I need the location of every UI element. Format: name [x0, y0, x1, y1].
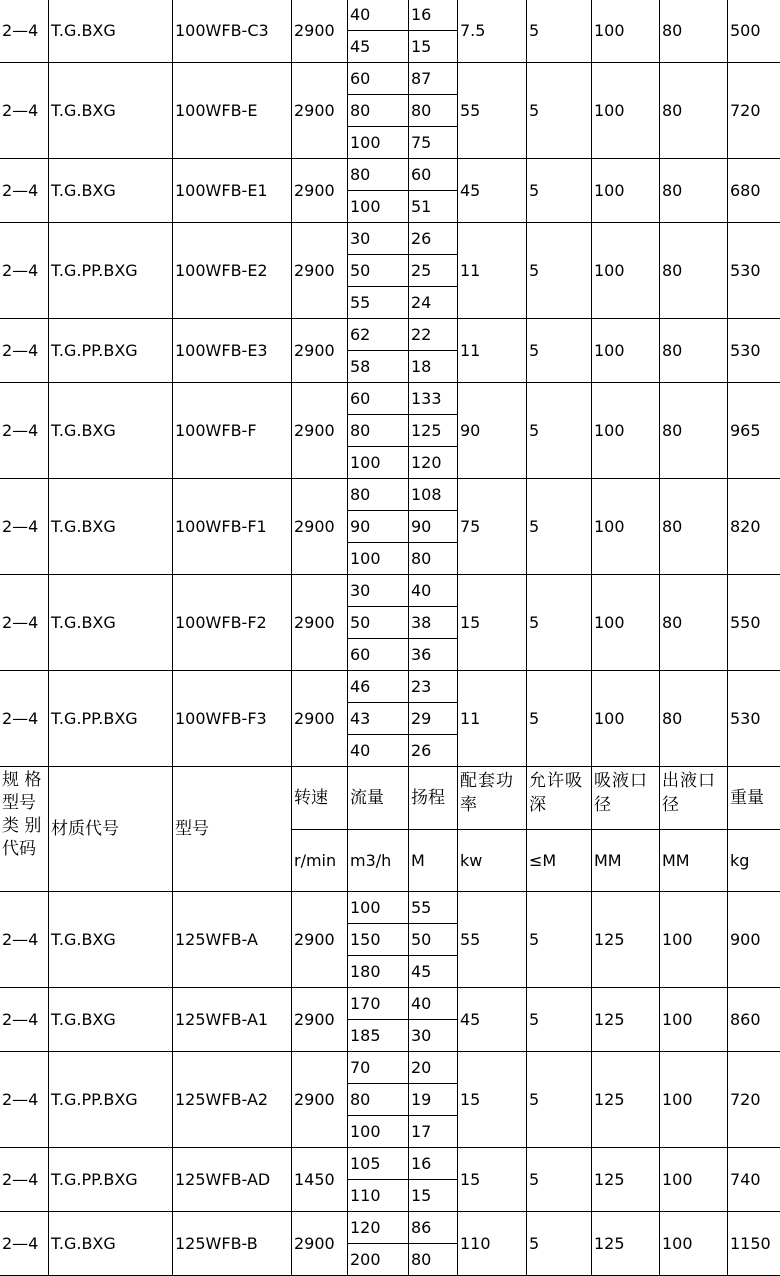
head-cell: 26	[408, 734, 458, 767]
head-cell: 125	[408, 414, 458, 447]
inlet-diameter-cell: 125	[591, 891, 660, 988]
suction-depth-cell: 5	[526, 382, 592, 479]
head-cell: 50	[408, 923, 458, 956]
material-code-cell: T.G.BXG	[48, 891, 173, 988]
speed-cell: 2900	[291, 318, 348, 383]
head-cell: 19	[408, 1083, 458, 1116]
model-cell: 125WFB-A1	[172, 987, 292, 1052]
inlet-diameter-cell: 100	[591, 0, 660, 63]
inlet-diameter-cell: 100	[591, 222, 660, 319]
outlet-diameter-cell: 80	[659, 158, 728, 223]
spec-code-cell: 2—4	[0, 670, 49, 767]
flow-cell: 170	[347, 987, 409, 1020]
spec-code-header-line: 型号	[2, 793, 36, 813]
suction-depth-cell: 5	[526, 62, 592, 159]
spec-code-cell: 2—4	[0, 382, 49, 479]
flow-cell: 100	[347, 190, 409, 223]
head-cell: 51	[408, 190, 458, 223]
power-cell: 15	[457, 1147, 527, 1212]
inlet-diameter-unit: MM	[591, 829, 660, 892]
model-cell: 100WFB-F2	[172, 574, 292, 671]
flow-cell: 120	[347, 1211, 409, 1244]
inlet-diameter-cell: 100	[591, 318, 660, 383]
outlet-diameter-cell: 80	[659, 478, 728, 575]
model-cell: 100WFB-E2	[172, 222, 292, 319]
speed-unit: r/min	[291, 829, 348, 892]
model-cell: 100WFB-F1	[172, 478, 292, 575]
model-cell: 100WFB-F	[172, 382, 292, 479]
inlet-diameter-cell: 125	[591, 1051, 660, 1148]
flow-cell: 100	[347, 891, 409, 924]
outlet-diameter-cell: 80	[659, 222, 728, 319]
power-cell: 45	[457, 987, 527, 1052]
outlet-diameter-header: 出液口径	[659, 766, 728, 830]
spec-code-cell: 2—4	[0, 1147, 49, 1212]
suction-depth-cell: 5	[526, 158, 592, 223]
flow-cell: 80	[347, 414, 409, 447]
flow-cell: 70	[347, 1051, 409, 1084]
material-code-cell: T.G.PP.BXG	[48, 670, 173, 767]
flow-cell: 50	[347, 254, 409, 287]
model-cell: 125WFB-AD	[172, 1147, 292, 1212]
head-cell: 30	[408, 1019, 458, 1052]
head-cell: 22	[408, 318, 458, 351]
outlet-diameter-cell: 100	[659, 987, 728, 1052]
power-cell: 15	[457, 1051, 527, 1148]
speed-cell: 2900	[291, 222, 348, 319]
power-unit: kw	[457, 829, 527, 892]
head-header: 扬程	[408, 766, 458, 830]
spec-code-cell: 2—4	[0, 1051, 49, 1148]
power-cell: 11	[457, 318, 527, 383]
weight-header: 重量	[727, 766, 780, 830]
head-cell: 17	[408, 1115, 458, 1148]
speed-cell: 2900	[291, 670, 348, 767]
power-cell: 45	[457, 158, 527, 223]
power-header: 配套功率	[457, 766, 527, 830]
flow-cell: 90	[347, 510, 409, 543]
spec-code-cell: 2—4	[0, 62, 49, 159]
model-cell: 100WFB-E1	[172, 158, 292, 223]
head-cell: 75	[408, 126, 458, 159]
inlet-diameter-cell: 125	[591, 987, 660, 1052]
outlet-diameter-unit: MM	[659, 829, 728, 892]
inlet-diameter-cell: 125	[591, 1147, 660, 1212]
weight-cell: 720	[727, 1051, 780, 1148]
head-cell: 86	[408, 1211, 458, 1244]
suction-depth-cell: 5	[526, 478, 592, 575]
flow-cell: 58	[347, 350, 409, 383]
weight-cell: 680	[727, 158, 780, 223]
head-cell: 24	[408, 286, 458, 319]
power-cell: 55	[457, 62, 527, 159]
suction-depth-unit: ≤M	[526, 829, 592, 892]
inlet-diameter-cell: 100	[591, 62, 660, 159]
model-cell: 100WFB-F3	[172, 670, 292, 767]
outlet-diameter-cell: 80	[659, 382, 728, 479]
outlet-diameter-cell: 80	[659, 318, 728, 383]
spec-code-header-line: 类 别	[2, 816, 42, 836]
material-code-cell: T.G.BXG	[48, 478, 173, 575]
suction-depth-header: 允许吸深	[526, 766, 592, 830]
spec-code-cell: 2—4	[0, 987, 49, 1052]
flow-cell: 40	[347, 0, 409, 31]
head-cell: 45	[408, 955, 458, 988]
outlet-diameter-cell: 100	[659, 891, 728, 988]
weight-cell: 900	[727, 891, 780, 988]
flow-cell: 180	[347, 955, 409, 988]
material-code-cell: T.G.BXG	[48, 1211, 173, 1276]
spec-code-cell: 2—4	[0, 891, 49, 988]
weight-cell: 530	[727, 670, 780, 767]
inlet-diameter-cell: 100	[591, 574, 660, 671]
speed-cell: 2900	[291, 478, 348, 575]
weight-cell: 720	[727, 62, 780, 159]
material-code-cell: T.G.BXG	[48, 987, 173, 1052]
inlet-diameter-cell: 100	[591, 158, 660, 223]
material-code-cell: T.G.BXG	[48, 62, 173, 159]
model-cell: 125WFB-A	[172, 891, 292, 988]
flow-cell: 45	[347, 30, 409, 63]
spec-code-cell: 2—4	[0, 318, 49, 383]
flow-cell: 46	[347, 670, 409, 703]
model-cell: 125WFB-A2	[172, 1051, 292, 1148]
head-cell: 16	[408, 1147, 458, 1180]
spec-code-cell: 2—4	[0, 574, 49, 671]
speed-cell: 2900	[291, 1051, 348, 1148]
weight-cell: 740	[727, 1147, 780, 1212]
speed-cell: 2900	[291, 158, 348, 223]
flow-cell: 62	[347, 318, 409, 351]
head-cell: 60	[408, 158, 458, 191]
material-code-cell: T.G.PP.BXG	[48, 1147, 173, 1212]
head-cell: 133	[408, 382, 458, 415]
model-cell: 100WFB-C3	[172, 0, 292, 63]
model-cell: 100WFB-E	[172, 62, 292, 159]
head-cell: 20	[408, 1051, 458, 1084]
material-code-cell: T.G.BXG	[48, 382, 173, 479]
suction-depth-cell: 5	[526, 222, 592, 319]
inlet-diameter-cell: 100	[591, 670, 660, 767]
flow-cell: 185	[347, 1019, 409, 1052]
weight-cell: 820	[727, 478, 780, 575]
weight-cell: 550	[727, 574, 780, 671]
head-cell: 80	[408, 542, 458, 575]
model-cell: 125WFB-B	[172, 1211, 292, 1276]
head-cell: 15	[408, 1179, 458, 1212]
speed-cell: 1450	[291, 1147, 348, 1212]
suction-depth-cell: 5	[526, 987, 592, 1052]
outlet-diameter-cell: 100	[659, 1147, 728, 1212]
spec-code-cell: 2—4	[0, 158, 49, 223]
power-cell: 55	[457, 891, 527, 988]
flow-cell: 60	[347, 62, 409, 95]
model-cell: 100WFB-E3	[172, 318, 292, 383]
flow-cell: 200	[347, 1243, 409, 1276]
spec-code-header-line: 规 格	[2, 770, 42, 790]
flow-cell: 60	[347, 638, 409, 671]
spec-code-cell: 2—4	[0, 222, 49, 319]
material-code-cell: T.G.BXG	[48, 574, 173, 671]
flow-cell: 55	[347, 286, 409, 319]
outlet-diameter-cell: 80	[659, 62, 728, 159]
speed-cell: 2900	[291, 891, 348, 988]
flow-cell: 110	[347, 1179, 409, 1212]
outlet-diameter-cell: 80	[659, 670, 728, 767]
flow-cell: 150	[347, 923, 409, 956]
power-cell: 11	[457, 222, 527, 319]
head-cell: 87	[408, 62, 458, 95]
suction-depth-cell: 5	[526, 891, 592, 988]
weight-cell: 965	[727, 382, 780, 479]
flow-cell: 50	[347, 606, 409, 639]
head-unit: M	[408, 829, 458, 892]
head-cell: 80	[408, 1243, 458, 1276]
weight-cell: 500	[727, 0, 780, 63]
flow-cell: 100	[347, 542, 409, 575]
suction-depth-cell: 5	[526, 574, 592, 671]
head-cell: 40	[408, 574, 458, 607]
flow-cell: 80	[347, 478, 409, 511]
spec-code-cell: 2—4	[0, 1211, 49, 1276]
material-code-cell: T.G.BXG	[48, 158, 173, 223]
inlet-diameter-cell: 100	[591, 478, 660, 575]
head-cell: 38	[408, 606, 458, 639]
power-cell: 90	[457, 382, 527, 479]
power-cell: 11	[457, 670, 527, 767]
outlet-diameter-cell: 100	[659, 1211, 728, 1276]
head-cell: 26	[408, 222, 458, 255]
suction-depth-cell: 5	[526, 0, 592, 63]
suction-depth-cell: 5	[526, 670, 592, 767]
power-cell: 15	[457, 574, 527, 671]
outlet-diameter-cell: 80	[659, 0, 728, 63]
inlet-diameter-cell: 100	[591, 382, 660, 479]
spec-code-header-line: 代码	[2, 839, 36, 859]
inlet-diameter-header: 吸液口径	[591, 766, 660, 830]
weight-cell: 860	[727, 987, 780, 1052]
suction-depth-cell: 5	[526, 1147, 592, 1212]
suction-depth-cell: 5	[526, 318, 592, 383]
flow-cell: 60	[347, 382, 409, 415]
power-cell: 75	[457, 478, 527, 575]
speed-cell: 2900	[291, 62, 348, 159]
flow-cell: 30	[347, 574, 409, 607]
flow-cell: 43	[347, 702, 409, 735]
power-cell: 110	[457, 1211, 527, 1276]
flow-cell: 80	[347, 94, 409, 127]
weight-cell: 1150	[727, 1211, 780, 1276]
head-cell: 25	[408, 254, 458, 287]
head-cell: 23	[408, 670, 458, 703]
speed-cell: 2900	[291, 0, 348, 63]
head-cell: 120	[408, 446, 458, 479]
suction-depth-cell: 5	[526, 1051, 592, 1148]
flow-cell: 80	[347, 158, 409, 191]
spec-code-header	[0, 766, 49, 892]
flow-cell: 100	[347, 1115, 409, 1148]
weight-cell: 530	[727, 318, 780, 383]
head-cell: 40	[408, 987, 458, 1020]
speed-cell: 2900	[291, 987, 348, 1052]
head-cell: 55	[408, 891, 458, 924]
power-cell: 7.5	[457, 0, 527, 63]
speed-cell: 2900	[291, 1211, 348, 1276]
flow-cell: 105	[347, 1147, 409, 1180]
flow-header: 流量	[347, 766, 409, 830]
outlet-diameter-cell: 80	[659, 574, 728, 671]
spec-code-cell: 2—4	[0, 0, 49, 63]
flow-cell: 30	[347, 222, 409, 255]
flow-unit: m3/h	[347, 829, 409, 892]
flow-cell: 100	[347, 126, 409, 159]
flow-cell: 100	[347, 446, 409, 479]
material-code-cell: T.G.PP.BXG	[48, 318, 173, 383]
speed-cell: 2900	[291, 382, 348, 479]
speed-cell: 2900	[291, 574, 348, 671]
head-cell: 108	[408, 478, 458, 511]
weight-cell: 530	[727, 222, 780, 319]
flow-cell: 80	[347, 1083, 409, 1116]
head-cell: 90	[408, 510, 458, 543]
weight-unit: kg	[727, 829, 780, 892]
head-cell: 15	[408, 30, 458, 63]
material-code-cell: T.G.BXG	[48, 0, 173, 63]
head-cell: 80	[408, 94, 458, 127]
head-cell: 18	[408, 350, 458, 383]
flow-cell: 40	[347, 734, 409, 767]
suction-depth-cell: 5	[526, 1211, 592, 1276]
spec-code-cell: 2—4	[0, 478, 49, 575]
head-cell: 29	[408, 702, 458, 735]
outlet-diameter-cell: 100	[659, 1051, 728, 1148]
material-code-header: 材质代号	[48, 766, 173, 892]
head-cell: 36	[408, 638, 458, 671]
material-code-cell: T.G.PP.BXG	[48, 1051, 173, 1148]
head-cell: 16	[408, 0, 458, 31]
model-header: 型号	[172, 766, 292, 892]
speed-header: 转速	[291, 766, 348, 830]
inlet-diameter-cell: 125	[591, 1211, 660, 1276]
material-code-cell: T.G.PP.BXG	[48, 222, 173, 319]
